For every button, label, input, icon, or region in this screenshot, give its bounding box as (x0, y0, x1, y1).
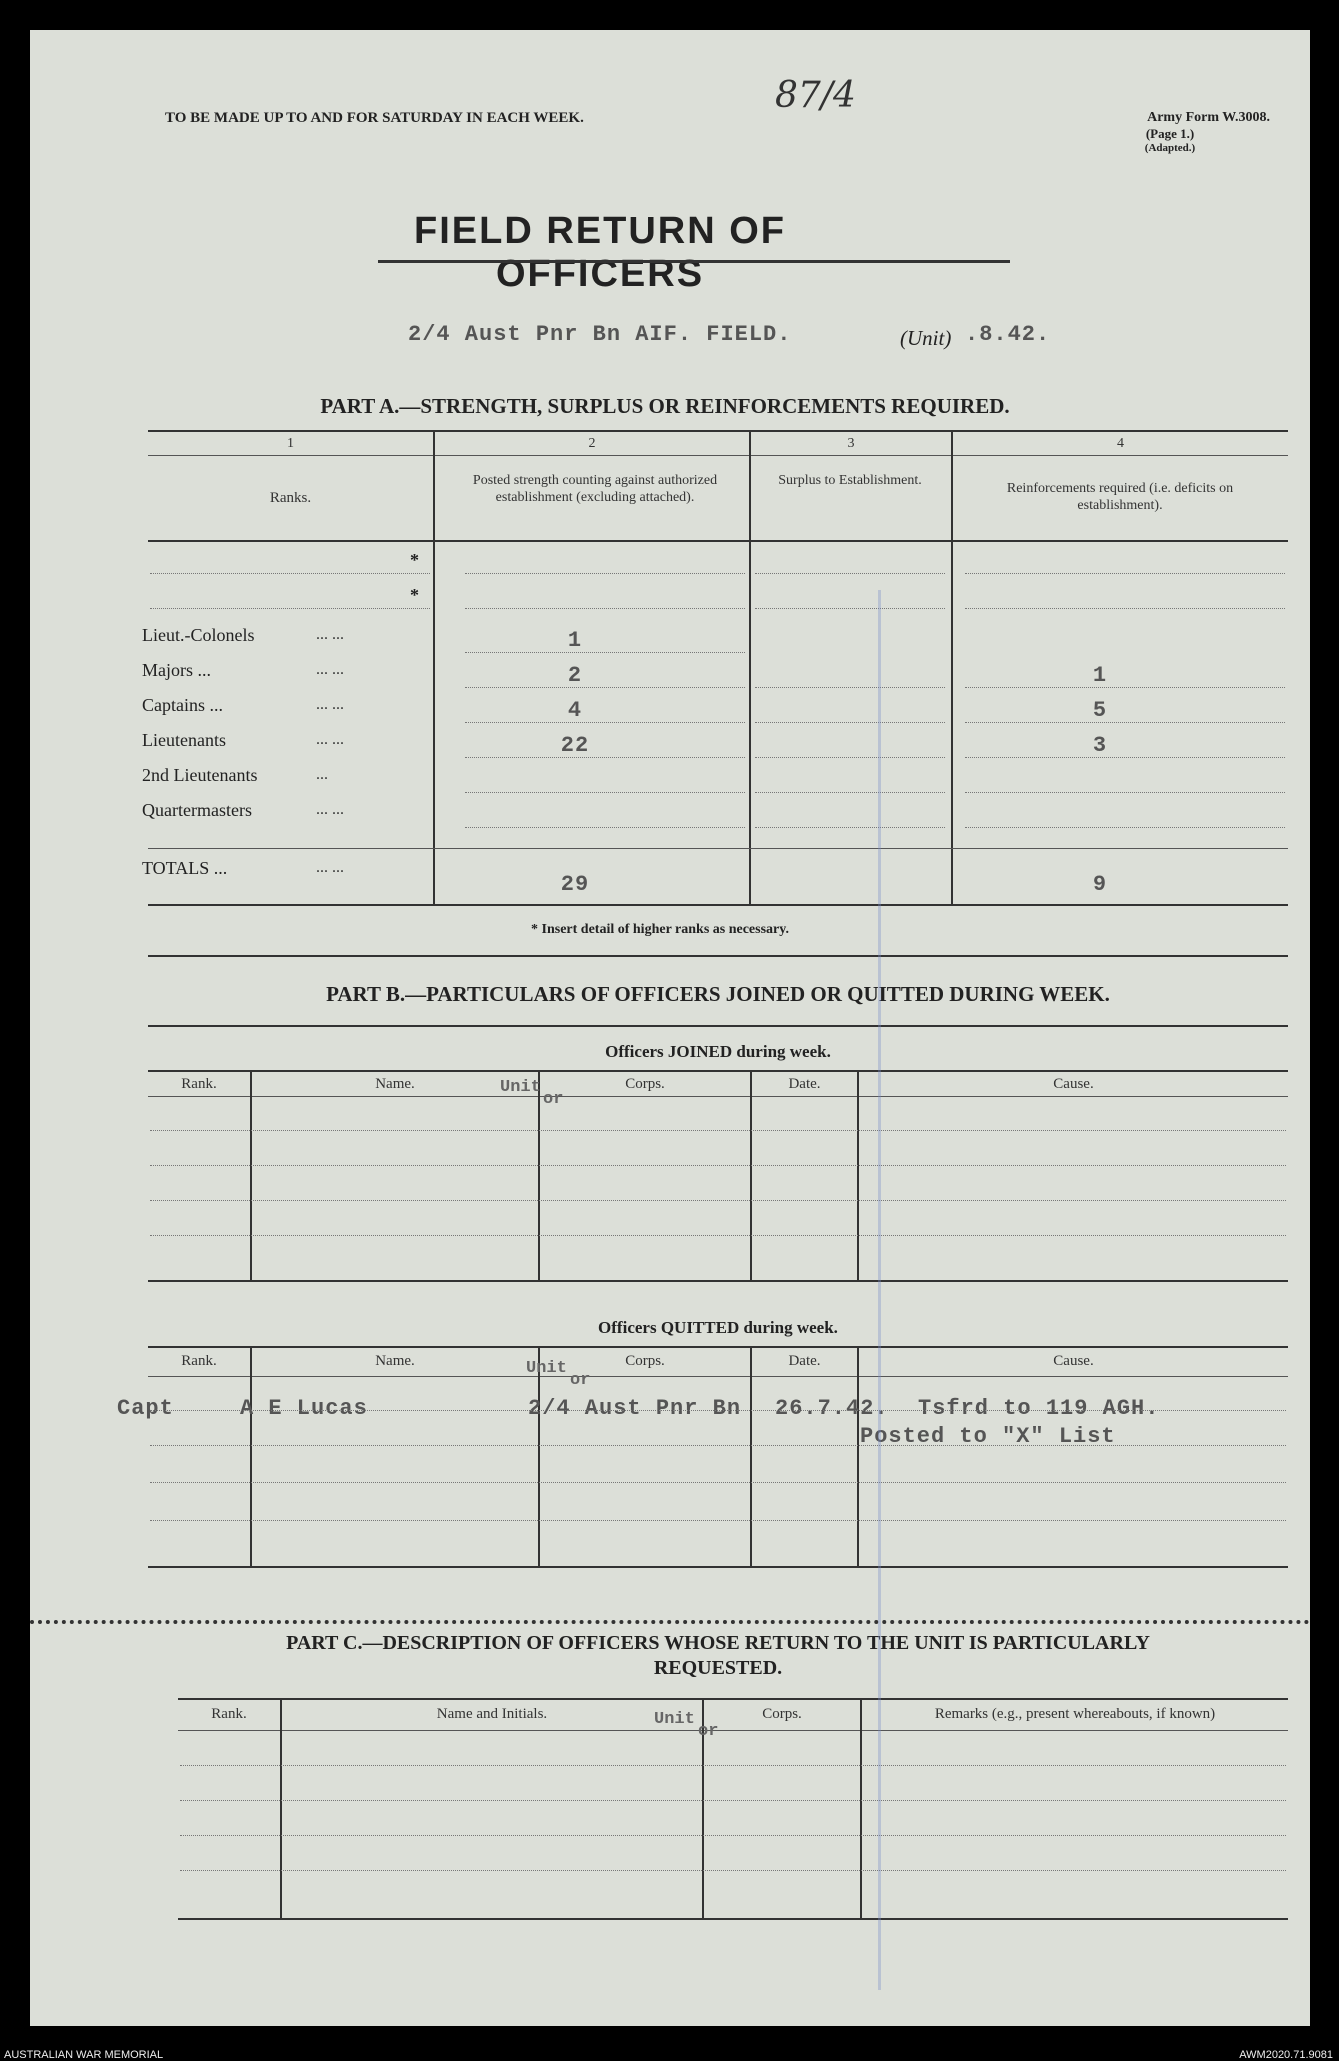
rank-dots: ... ... (316, 661, 344, 678)
part-b-heading-rule (148, 1025, 1288, 1027)
dotted-guide (465, 722, 745, 723)
part-a-number-rule (148, 455, 1288, 456)
part-c-header-rule (178, 1730, 1288, 1731)
dotted-guide (465, 652, 745, 653)
joined-col-divider (750, 1070, 752, 1280)
unit-label: (Unit) (900, 326, 952, 350)
total-posted: 29 (560, 872, 590, 897)
dotted-guide (180, 1835, 1286, 1836)
form-adapted: (Adapted.) (1144, 142, 1196, 154)
dotted-guide (965, 757, 1285, 758)
joined-col-divider (538, 1070, 540, 1280)
dotted-guide (755, 608, 945, 609)
entry-rank: Capt (117, 1396, 174, 1421)
col-header-reinforcements: Reinforcements required (i.e. deficits on establishment). (1006, 481, 1234, 513)
rank-label: Lieutenants (142, 730, 226, 750)
part-b-heading: PART B.—PARTICULARS OF OFFICERS JOINED OR QUITTED DURING WEEK. (326, 982, 1110, 1006)
dotted-guide (180, 1870, 1286, 1871)
title-underline (378, 260, 1010, 263)
joined-col-divider (857, 1070, 859, 1280)
totals-label: TOTALS ... (142, 858, 228, 878)
dotted-guide (965, 792, 1285, 793)
unit-typed: 2/4 Aust Pnr Bn AIF. FIELD. (408, 322, 792, 347)
posted-strength: 1 (567, 628, 583, 653)
rank-dots: ... ... (316, 696, 344, 713)
part-a-col-divider-1 (433, 430, 435, 904)
archive-reference: AWM2020.71.9081 (1239, 2049, 1333, 2061)
part-a-col-divider-3 (951, 430, 953, 904)
dotted-guide (150, 1235, 1286, 1236)
posted-strength: 2 (567, 663, 583, 688)
dotted-guide (150, 1520, 1286, 1521)
perforation-line (30, 1620, 1310, 1624)
part-c-bottom-rule (178, 1918, 1288, 1920)
col-number-2: 2 (588, 436, 596, 451)
totals-rule (148, 848, 1288, 849)
quitted-col-divider (250, 1346, 252, 1566)
part-a-top-rule (148, 430, 1288, 432)
part-c-col-divider (280, 1698, 282, 1918)
dotted-guide (150, 1130, 1286, 1131)
dotted-guide (150, 573, 430, 574)
joined-typed-unit: Unit (500, 1078, 541, 1097)
part-c-col-divider (860, 1698, 862, 1918)
dotted-guide (150, 1445, 1286, 1446)
joined-header-rule (148, 1096, 1288, 1097)
entry-cause: Tsfrd to 119 AGH. (918, 1396, 1160, 1421)
dotted-guide (755, 792, 945, 793)
entry-date: 26.7.42. (775, 1396, 889, 1421)
col-number-4: 4 (1117, 436, 1124, 451)
part-a-heading: PART A.—STRENGTH, SURPLUS OR REINFORCEMENTS REQUIRED. (320, 394, 1010, 418)
totals-dots: ... ... (316, 859, 344, 876)
page-title: FIELD RETURN OF OFFICERS (414, 210, 786, 295)
handwritten-reference: 87/4 (775, 75, 856, 116)
dotted-guide (755, 722, 945, 723)
quitted-header-corps: Corps. (625, 1353, 665, 1369)
star-marker-2: * (410, 585, 419, 605)
star-marker-1: * (410, 550, 419, 570)
reinforcements-required: 3 (1092, 733, 1108, 758)
entry-cause-continued: Posted to "X" List (860, 1424, 1116, 1449)
part-a-bottom-rule (148, 904, 1288, 906)
joined-typed-or: or (543, 1090, 564, 1109)
part-c-top-rule (178, 1698, 1288, 1700)
pencil-mark (878, 590, 881, 1990)
quitted-header-date: Date. (788, 1353, 821, 1369)
archive-credit: AUSTRALIAN WAR MEMORIAL (4, 2049, 164, 2061)
reinforcements-required: 1 (1092, 663, 1108, 688)
rank-dots: ... ... (316, 731, 344, 748)
dotted-guide (465, 573, 745, 574)
rank-dots: ... (316, 766, 328, 783)
total-reinforcements: 9 (1092, 872, 1108, 897)
part-c-header-remarks: Remarks (e.g., present whereabouts, if known) (934, 1706, 1216, 1722)
dotted-guide (965, 827, 1285, 828)
dotted-guide (965, 687, 1285, 688)
posted-strength: 22 (560, 733, 590, 758)
part-c-header-corps: Corps. (762, 1706, 802, 1722)
part-a-footnote-rule (148, 955, 1288, 957)
dotted-guide (465, 687, 745, 688)
quitted-top-rule (148, 1346, 1288, 1348)
dotted-guide (180, 1765, 1286, 1766)
instruction-text: TO BE MADE UP TO AND FOR SATURDAY IN EACH WEEK. (165, 110, 584, 126)
quitted-header-name: Name. (375, 1353, 415, 1369)
quitted-header-cause: Cause. (1053, 1353, 1094, 1369)
joined-title: Officers JOINED during week. (605, 1042, 831, 1061)
quitted-header-rank: Rank. (181, 1353, 217, 1369)
col-number-1: 1 (287, 436, 294, 451)
rank-label: 2nd Lieutenants (142, 765, 258, 785)
joined-header-name: Name. (375, 1076, 415, 1092)
quitted-col-divider (857, 1346, 859, 1566)
dotted-guide (755, 573, 945, 574)
dotted-guide (465, 792, 745, 793)
quitted-title: Officers QUITTED during week. (598, 1318, 838, 1337)
part-c-heading: PART C.—DESCRIPTION OF OFFICERS WHOSE RETURN TO THE UNIT IS PARTICULARLY (286, 1632, 1150, 1654)
part-a-header-rule (148, 540, 1288, 542)
rank-label: Quartermasters (142, 800, 252, 820)
joined-header-cause: Cause. (1053, 1076, 1094, 1092)
dotted-guide (965, 722, 1285, 723)
dotted-guide (755, 687, 945, 688)
quitted-header-rule (148, 1376, 1288, 1377)
form-number: Army Form W.3008. (1147, 110, 1270, 125)
dotted-guide (465, 757, 745, 758)
quitted-col-divider (538, 1346, 540, 1566)
posted-strength: 4 (567, 698, 583, 723)
quitted-bottom-rule (148, 1566, 1288, 1568)
part-c-typed-unit: Unit (654, 1710, 695, 1729)
quitted-col-divider (750, 1346, 752, 1566)
form-page: (Page 1.) (1145, 126, 1195, 141)
col-header-surplus: Surplus to Establishment. (778, 473, 922, 488)
dotted-guide (465, 827, 745, 828)
rank-dots: ... ... (316, 801, 344, 818)
dotted-guide (150, 1410, 1286, 1411)
dotted-guide (465, 608, 745, 609)
entry-corps: 2/4 Aust Pnr Bn (528, 1396, 742, 1421)
joined-header-date: Date. (788, 1076, 821, 1092)
reinforcements-required: 5 (1092, 698, 1108, 723)
col-number-3: 3 (847, 436, 855, 451)
col-header-posted: Posted strength counting against authorized establishment (excluding attached). (472, 473, 718, 505)
rank-label: Captains ... (142, 695, 223, 715)
dotted-guide (150, 1165, 1286, 1166)
joined-header-rank: Rank. (181, 1076, 217, 1092)
dotted-guide (150, 1482, 1286, 1483)
dotted-guide (965, 608, 1285, 609)
entry-name: A E Lucas (240, 1396, 368, 1421)
quitted-typed-unit: Unit (526, 1359, 567, 1378)
part-c-heading-continued: REQUESTED. (653, 1657, 783, 1679)
dotted-guide (180, 1800, 1286, 1801)
part-c-header-rank: Rank. (211, 1706, 247, 1722)
quitted-typed-or: or (570, 1371, 591, 1390)
dotted-guide (755, 827, 945, 828)
part-c-typed-or: or (698, 1722, 719, 1741)
rank-label: Lieut.-Colonels (142, 625, 255, 645)
dotted-guide (150, 1200, 1286, 1201)
col-header-ranks: Ranks. (269, 490, 312, 506)
part-c-header-name: Name and Initials. (436, 1706, 548, 1722)
joined-bottom-rule (148, 1280, 1288, 1282)
unit-date: .8.42. (965, 322, 1051, 347)
form-page (30, 30, 1310, 2026)
dotted-guide (150, 608, 430, 609)
part-a-footnote: * Insert detail of higher ranks as necessary. (531, 922, 789, 937)
part-a-col-divider-2 (749, 430, 751, 904)
joined-col-divider (250, 1070, 252, 1280)
joined-header-corps: Corps. (625, 1076, 665, 1092)
rank-dots: ... ... (316, 626, 344, 643)
joined-top-rule (148, 1070, 1288, 1072)
dotted-guide (965, 573, 1285, 574)
rank-label: Majors ... (142, 660, 211, 680)
dotted-guide (755, 757, 945, 758)
